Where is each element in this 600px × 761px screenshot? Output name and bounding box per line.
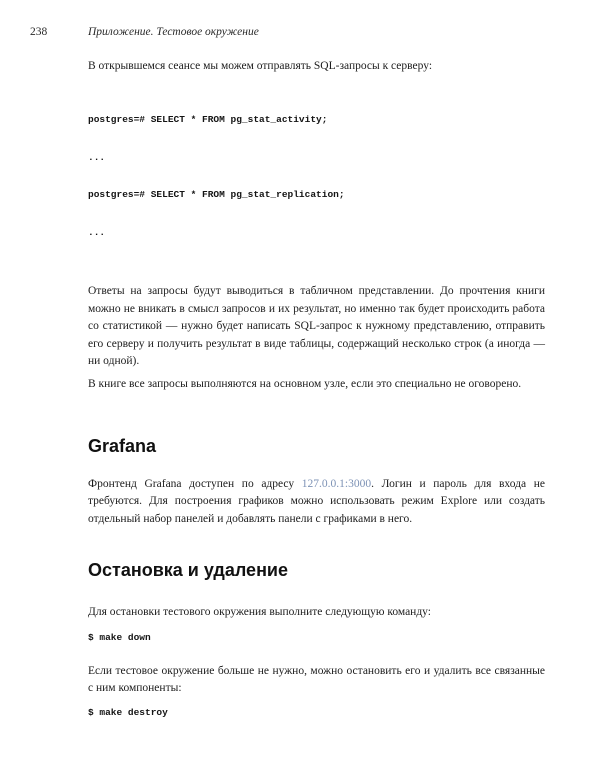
- code-line: postgres=# SELECT * FROM pg_stat_replication;: [88, 189, 345, 201]
- grafana-address-link[interactable]: 127.0.0.1:3000: [301, 477, 372, 490]
- paragraph-query-results: Ответы на запросы будут выводиться в табличном представлении. До прочтения книги можно не вникать в смысл запросов и их результат, но именно так будет происходить работа со статистикой — нужно будет написать SQL-запрос к нужному представлению, отправить его серверу и получить результат в виде таблицы, содержащий несколько строк (а иногда — ни одной).: [88, 285, 545, 368]
- heading-grafana: Grafana: [88, 435, 157, 456]
- paragraph-intro: В открывшемся сеансе мы можем отправлять SQL-запросы к серверу:: [88, 60, 433, 72]
- code-line: ...: [88, 226, 106, 238]
- page-number: 238: [30, 26, 48, 38]
- code-block-make-destroy: $ make destroy: [88, 706, 168, 718]
- paragraph-destroy-note: Если тестовое окружение больше не нужно, можно остановить его и удалить все связанные с ним компоненты:: [88, 664, 545, 695]
- code-line: ...: [88, 151, 106, 163]
- heading-stop-and-remove: Остановка и удаление: [88, 560, 289, 581]
- paragraph-main-node-note: В книге все запросы выполняются на основном узле, если это специально не оговорено.: [88, 378, 522, 391]
- grafana-text-after-link: . Логин и пароль для входа не требуются. Для построения графиков можно использовать режим Explore или создать отдельный набор панелей и добавлять панели с графиками в него.: [88, 477, 545, 525]
- code-line: postgres=# SELECT * FROM pg_stat_activity;: [88, 114, 328, 126]
- paragraph-grafana: [88, 476, 545, 528]
- grafana-text-before-link: Фронтенд Grafana доступен по адресу: [88, 477, 302, 490]
- code-block-make-down: $ make down: [88, 632, 151, 644]
- paragraph-stop-command: Для остановки тестового окружения выполните следующую команду:: [88, 606, 431, 619]
- code-block-sql-queries: [88, 89, 545, 264]
- running-header-title: Приложение. Тестовое окружение: [88, 26, 259, 38]
